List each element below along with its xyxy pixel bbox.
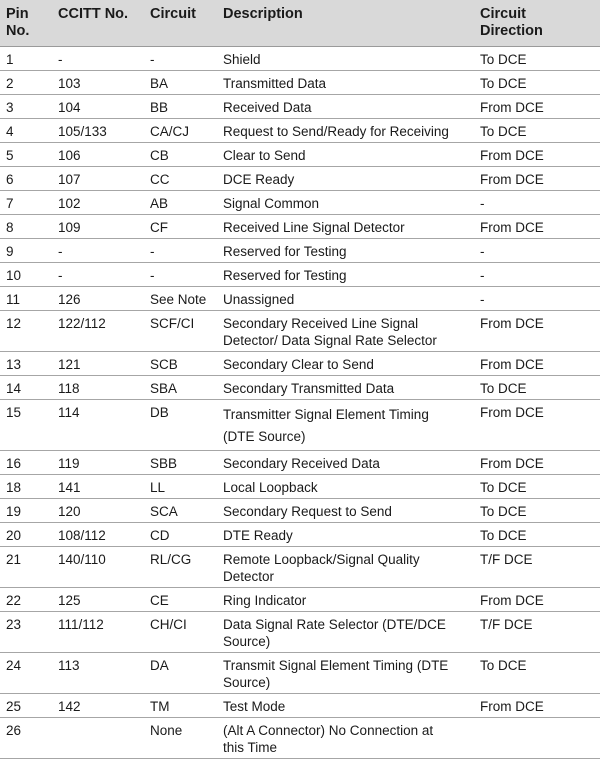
table-row	[0, 694, 600, 718]
cell-pin: 18	[0, 475, 52, 499]
cell-circuit: CB	[144, 143, 217, 167]
table-row	[0, 263, 600, 287]
cell-direction: To DCE	[474, 475, 600, 499]
cell-circuit: -	[144, 47, 217, 71]
cell-description: Data Signal Rate Selector (DTE/DCE Source)	[217, 612, 474, 653]
cell-pin: 24	[0, 653, 52, 694]
cell-pin: 16	[0, 451, 52, 475]
table-row	[0, 287, 600, 311]
cell-direction: To DCE	[474, 499, 600, 523]
cell-description: Received Data	[217, 95, 474, 119]
table-row	[0, 653, 600, 694]
table-row	[0, 215, 600, 239]
cell-circuit: CD	[144, 523, 217, 547]
table-row	[0, 191, 600, 215]
cell-description: Test Mode	[217, 694, 474, 718]
cell-ccitt: 113	[52, 653, 144, 694]
cell-circuit: BB	[144, 95, 217, 119]
cell-description: Transmitted Data	[217, 71, 474, 95]
cell-description: Secondary Request to Send	[217, 499, 474, 523]
header-pin: Pin No.	[0, 0, 52, 47]
cell-description: Ring Indicator	[217, 588, 474, 612]
cell-pin: 5	[0, 143, 52, 167]
cell-pin: 26	[0, 718, 52, 759]
table-row	[0, 499, 600, 523]
cell-ccitt: 107	[52, 167, 144, 191]
table-row	[0, 376, 600, 400]
cell-circuit: SBB	[144, 451, 217, 475]
cell-direction: To DCE	[474, 376, 600, 400]
cell-ccitt: 125	[52, 588, 144, 612]
cell-description: Reserved for Testing	[217, 239, 474, 263]
cell-circuit: DB	[144, 400, 217, 451]
cell-description: Received Line Signal Detector	[217, 215, 474, 239]
table-row	[0, 239, 600, 263]
cell-direction: -	[474, 191, 600, 215]
cell-direction: From DCE	[474, 167, 600, 191]
cell-pin: 21	[0, 547, 52, 588]
cell-description: Secondary Received Line Signal Detector/ Data Signal Rate Selector	[217, 311, 474, 352]
cell-description: Secondary Transmitted Data	[217, 376, 474, 400]
cell-description: Secondary Received Data	[217, 451, 474, 475]
cell-circuit: None	[144, 718, 217, 759]
cell-circuit: SCF/CI	[144, 311, 217, 352]
cell-direction: -	[474, 239, 600, 263]
cell-ccitt: 120	[52, 499, 144, 523]
table-row	[0, 352, 600, 376]
cell-pin: 3	[0, 95, 52, 119]
cell-description: Remote Loopback/Signal Quality Detector	[217, 547, 474, 588]
cell-circuit: -	[144, 263, 217, 287]
cell-description: Request to Send/Ready for Receiving	[217, 119, 474, 143]
table-row	[0, 71, 600, 95]
cell-pin: 20	[0, 523, 52, 547]
cell-circuit: RL/CG	[144, 547, 217, 588]
cell-direction: From DCE	[474, 400, 600, 451]
cell-circuit: TM	[144, 694, 217, 718]
cell-ccitt: 118	[52, 376, 144, 400]
cell-direction: From DCE	[474, 588, 600, 612]
cell-ccitt: 109	[52, 215, 144, 239]
cell-pin: 7	[0, 191, 52, 215]
cell-pin: 1	[0, 47, 52, 71]
cell-description: Local Loopback	[217, 475, 474, 499]
cell-ccitt: 141	[52, 475, 144, 499]
cell-circuit: AB	[144, 191, 217, 215]
cell-circuit: DA	[144, 653, 217, 694]
table-row	[0, 475, 600, 499]
cell-direction: From DCE	[474, 95, 600, 119]
cell-ccitt: -	[52, 47, 144, 71]
table-body	[0, 47, 600, 759]
cell-direction: T/F DCE	[474, 612, 600, 653]
cell-description: Transmitter Signal Element Timing (DTE Source)	[217, 400, 474, 451]
cell-circuit: CA/CJ	[144, 119, 217, 143]
table-row	[0, 119, 600, 143]
table-row	[0, 612, 600, 653]
cell-pin: 19	[0, 499, 52, 523]
cell-pin: 23	[0, 612, 52, 653]
cell-circuit: CH/CI	[144, 612, 217, 653]
cell-circuit: SCB	[144, 352, 217, 376]
table-row	[0, 400, 600, 451]
cell-description: DTE Ready	[217, 523, 474, 547]
table-row	[0, 547, 600, 588]
cell-ccitt: 108/112	[52, 523, 144, 547]
cell-description: DCE Ready	[217, 167, 474, 191]
cell-direction: From DCE	[474, 215, 600, 239]
cell-ccitt: 111/112	[52, 612, 144, 653]
header-ccitt: CCITT No.	[52, 0, 144, 47]
cell-direction: T/F DCE	[474, 547, 600, 588]
cell-circuit: CF	[144, 215, 217, 239]
cell-ccitt: -	[52, 263, 144, 287]
cell-pin: 2	[0, 71, 52, 95]
cell-ccitt: 121	[52, 352, 144, 376]
cell-pin: 13	[0, 352, 52, 376]
cell-ccitt	[52, 718, 144, 759]
table-row	[0, 523, 600, 547]
cell-circuit: SCA	[144, 499, 217, 523]
cell-ccitt: 105/133	[52, 119, 144, 143]
cell-pin: 10	[0, 263, 52, 287]
cell-circuit: SBA	[144, 376, 217, 400]
cell-description: Transmit Signal Element Timing (DTE Source)	[217, 653, 474, 694]
cell-direction: To DCE	[474, 47, 600, 71]
cell-ccitt: 119	[52, 451, 144, 475]
cell-description: (Alt A Connector) No Connection at this Time	[217, 718, 474, 759]
cell-ccitt: 122/112	[52, 311, 144, 352]
cell-circuit: See Note	[144, 287, 217, 311]
cell-direction	[474, 718, 600, 759]
cell-ccitt: 103	[52, 71, 144, 95]
cell-description: Reserved for Testing	[217, 263, 474, 287]
cell-direction: From DCE	[474, 143, 600, 167]
cell-direction: To DCE	[474, 119, 600, 143]
cell-direction: From DCE	[474, 451, 600, 475]
table-row	[0, 95, 600, 119]
cell-pin: 15	[0, 400, 52, 451]
cell-circuit: BA	[144, 71, 217, 95]
table-row	[0, 588, 600, 612]
cell-pin: 8	[0, 215, 52, 239]
cell-ccitt: -	[52, 239, 144, 263]
cell-direction: From DCE	[474, 311, 600, 352]
cell-ccitt: 114	[52, 400, 144, 451]
cell-pin: 12	[0, 311, 52, 352]
table-row	[0, 47, 600, 71]
cell-direction: To DCE	[474, 71, 600, 95]
cell-description: Unassigned	[217, 287, 474, 311]
cell-ccitt: 104	[52, 95, 144, 119]
cell-direction: From DCE	[474, 352, 600, 376]
cell-direction: To DCE	[474, 523, 600, 547]
table-row	[0, 167, 600, 191]
header-direction: Circuit Direction	[474, 0, 600, 47]
cell-direction: -	[474, 263, 600, 287]
cell-direction: To DCE	[474, 653, 600, 694]
cell-circuit: CC	[144, 167, 217, 191]
cell-ccitt: 102	[52, 191, 144, 215]
cell-pin: 6	[0, 167, 52, 191]
cell-pin: 4	[0, 119, 52, 143]
cell-pin: 25	[0, 694, 52, 718]
cell-description: Shield	[217, 47, 474, 71]
cell-pin: 11	[0, 287, 52, 311]
table-row	[0, 718, 600, 759]
cell-description: Secondary Clear to Send	[217, 352, 474, 376]
table-row	[0, 451, 600, 475]
cell-ccitt: 106	[52, 143, 144, 167]
cell-direction: -	[474, 287, 600, 311]
cell-circuit: -	[144, 239, 217, 263]
cell-pin: 22	[0, 588, 52, 612]
cell-circuit: LL	[144, 475, 217, 499]
cell-description: Signal Common	[217, 191, 474, 215]
cell-pin: 9	[0, 239, 52, 263]
header-circuit: Circuit	[144, 0, 217, 47]
cell-ccitt: 126	[52, 287, 144, 311]
table-row	[0, 311, 600, 352]
cell-circuit: CE	[144, 588, 217, 612]
table-row	[0, 143, 600, 167]
cell-pin: 14	[0, 376, 52, 400]
header-row	[0, 0, 600, 47]
cell-description: Clear to Send	[217, 143, 474, 167]
cell-ccitt: 140/110	[52, 547, 144, 588]
cell-direction: From DCE	[474, 694, 600, 718]
cell-ccitt: 142	[52, 694, 144, 718]
header-description: Description	[217, 0, 474, 47]
